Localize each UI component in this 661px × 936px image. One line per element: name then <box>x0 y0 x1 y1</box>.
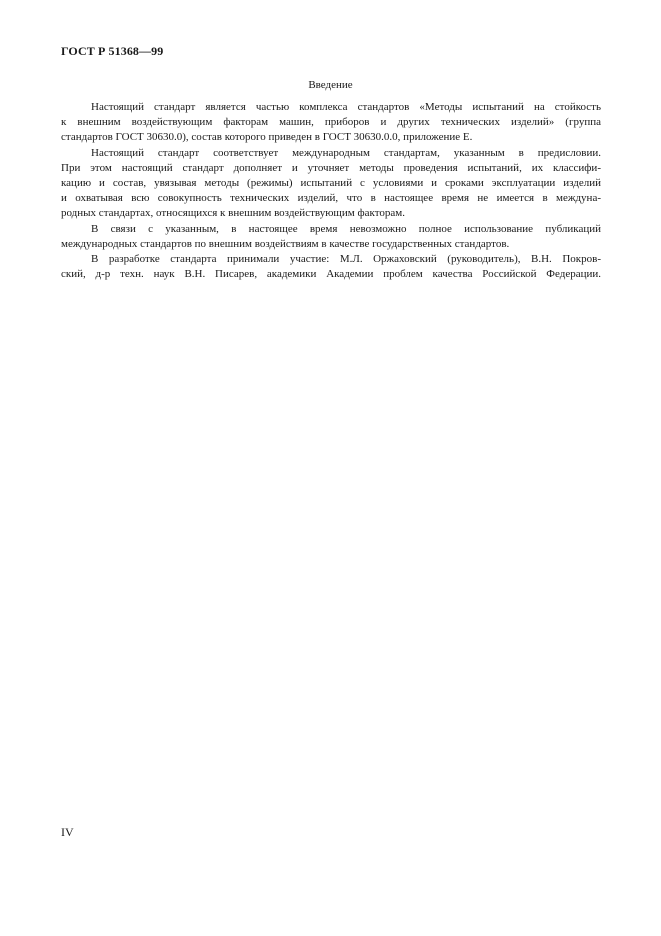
document-body <box>61 100 601 282</box>
paragraph-line: стандартов ГОСТ 30630.0), состав которого приведен в ГОСТ 30630.0.0, приложение Е. <box>61 131 473 144</box>
paragraph-line: В разработке стандарта принимали участие: М.Л. Оржаховский (руководитель), В.Н. Покров- <box>91 253 601 266</box>
paragraph-line: родных стандартах, относящихся к внешним воздействующим факторам. <box>61 207 405 220</box>
paragraph-line: к внешним воздействующим факторам машин, приборов и других технических изделий» (группа <box>61 116 601 129</box>
paragraph-line: В связи с указанным, в настоящее время невозможно полное использование публикаций <box>91 222 601 235</box>
paragraph <box>61 146 601 222</box>
paragraph <box>61 222 601 252</box>
paragraph-line: и охватывая всю совокупность технических изделий, что в настоящее время не имеется в междуна- <box>61 192 601 205</box>
paragraph <box>61 252 601 282</box>
page-number: IV <box>61 825 74 839</box>
paragraph-line: Настоящий стандарт соответствует международным стандартам, указанным в предисловии. <box>91 146 601 159</box>
paragraph-line: международных стандартов по внешним воздействиям в качестве государственных стандартов. <box>61 237 510 250</box>
paragraph-line: Настоящий стандарт является частью комплекса стандартов «Методы испытаний на стойкость <box>91 101 601 113</box>
paragraph <box>61 100 601 146</box>
paragraph-line: При этом настоящий стандарт дополняет и уточняет методы проведения испытаний, их классифи- <box>61 161 601 174</box>
section-title: Введение <box>308 79 353 91</box>
document-header: ГОСТ Р 51368—99 <box>61 44 164 58</box>
paragraph-line: ский, д-р техн. наук В.Н. Писарев, академики Академии проблем качества Российской Федерации. <box>61 268 601 281</box>
paragraph-line: кацию и состав, увязывая методы (режимы) испытаний с условиями и сроками эксплуатации изделий <box>61 177 601 190</box>
